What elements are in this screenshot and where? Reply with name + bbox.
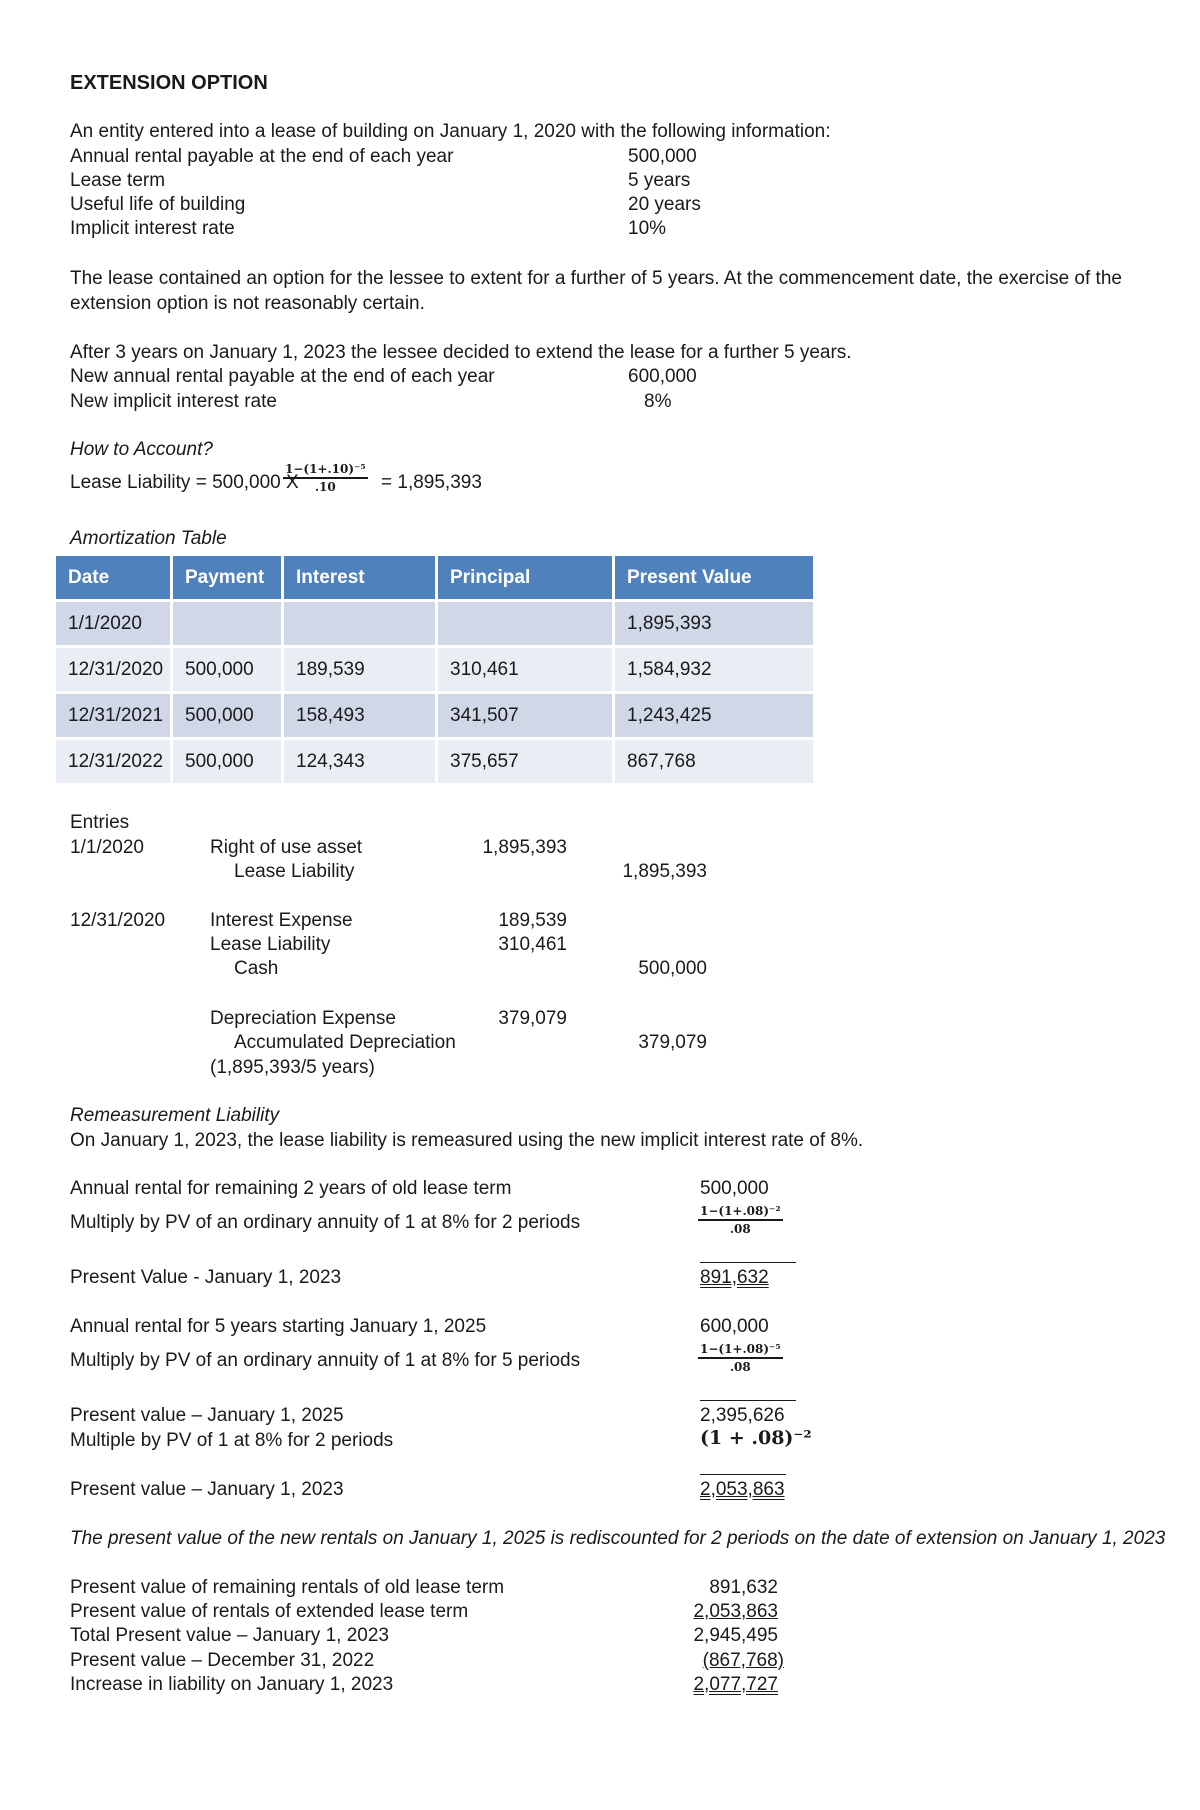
amortization-label: Amortization Table	[70, 528, 227, 549]
subtotal-rule	[700, 1400, 796, 1401]
summary-label: Total Present value – January 1, 2023	[70, 1625, 389, 1646]
lease-liability-prefix: Lease Liability = 500,000 X	[70, 472, 299, 493]
entry-debit: 1,895,393	[482, 837, 567, 858]
summary-label: Present value of remaining rentals of old lease term	[70, 1577, 505, 1598]
table-cell: 12/31/2022	[56, 740, 170, 783]
entry-credit: 500,000	[638, 958, 707, 979]
calc-label: Annual rental for remaining 2 years of old lease term	[70, 1178, 512, 1199]
new-value: 8%	[644, 391, 672, 412]
new-value: 600,000	[628, 366, 697, 387]
table-cell: 310,461	[438, 648, 612, 691]
entries-label: Entries	[70, 812, 130, 833]
table-cell	[438, 602, 612, 645]
info-label: Lease term	[70, 170, 166, 191]
calc-label: Present value – January 1, 2025	[70, 1405, 344, 1426]
page-title: EXTENSION OPTION	[70, 72, 268, 94]
after-text: After 3 years on January 1, 2023 the lessee decided to extend the lease for a further 5 years.	[70, 342, 852, 363]
summary-label: Present value of rentals of extended lease term	[70, 1601, 469, 1622]
info-value: 20 years	[628, 194, 701, 215]
entry-account: Lease Liability	[210, 934, 331, 955]
info-value: 500,000	[628, 146, 697, 167]
entry-credit: 379,079	[638, 1032, 707, 1053]
calc-value: 600,000	[700, 1316, 769, 1337]
fraction-denominator: .08	[729, 1360, 751, 1375]
table-cell: 124,343	[284, 740, 435, 783]
table-cell: 500,000	[173, 694, 281, 737]
subtotal-rule	[700, 1474, 786, 1475]
info-value: 5 years	[628, 170, 691, 191]
column-header: Interest	[284, 556, 435, 599]
info-label: Annual rental payable at the end of each year	[70, 146, 454, 167]
table-cell: 1/1/2020	[56, 602, 170, 645]
discount-factor: (1 + .08)⁻²	[700, 1427, 812, 1449]
entry-account: Right of use asset	[210, 837, 363, 858]
calc-value: 2,053,863	[700, 1479, 785, 1500]
table-row	[56, 602, 813, 645]
summary-label: Present value – December 31, 2022	[70, 1650, 375, 1671]
info-label: Useful life of building	[70, 194, 246, 215]
fraction-denominator: .10	[314, 480, 336, 495]
table-cell: 1,243,425	[615, 694, 813, 737]
column-header: Present Value	[615, 556, 813, 599]
fraction-denominator: .08	[729, 1222, 751, 1237]
new-label: New annual rental payable at the end of each year	[70, 366, 495, 387]
entry-account: Accumulated Depreciation	[234, 1032, 456, 1053]
calc-value: 891,632	[700, 1267, 769, 1288]
fraction-numerator: 1−(1+.08)⁻²	[698, 1205, 783, 1221]
new-label: New implicit interest rate	[70, 391, 277, 412]
annuity-factor-2	[698, 1205, 783, 1236]
rediscount-note: The present value of the new rentals on January 1, 2025 is rediscounted for 2 periods on the date of extension on January 1, 2023	[70, 1528, 1166, 1549]
entry-debit: 379,079	[498, 1008, 567, 1029]
calc-label: Annual rental for 5 years starting January 1, 2025	[70, 1316, 487, 1337]
column-header: Principal	[438, 556, 612, 599]
option-text: extension option is not reasonably certain.	[70, 293, 425, 314]
table-row	[56, 694, 813, 737]
annuity-factor-5	[698, 1343, 783, 1374]
entry-date: 12/31/2020	[70, 910, 166, 931]
info-label: Implicit interest rate	[70, 218, 235, 239]
how-to-heading: How to Account?	[70, 439, 213, 460]
entry-credit: 1,895,393	[622, 861, 707, 882]
intro-text: An entity entered into a lease of building on January 1, 2020 with the following information:	[70, 121, 831, 142]
entry-account: Interest Expense	[210, 910, 353, 931]
table-cell: 500,000	[173, 648, 281, 691]
entry-debit: 310,461	[498, 934, 567, 955]
entry-account: Cash	[234, 958, 279, 979]
calc-value: 2,395,626	[700, 1405, 785, 1426]
table-cell: 12/31/2020	[56, 648, 170, 691]
lease-liability-fraction	[283, 463, 368, 494]
calc-label: Present value – January 1, 2023	[70, 1479, 344, 1500]
table-row	[56, 648, 813, 691]
option-text: The lease contained an option for the lessee to extent for a further of 5 years. At the commencement date, the exercise of the	[70, 268, 1122, 289]
table-cell: 341,507	[438, 694, 612, 737]
subtotal-rule	[700, 1262, 796, 1263]
lease-liability-result: = 1,895,393	[381, 472, 482, 493]
table-cell	[284, 602, 435, 645]
entry-note: (1,895,393/5 years)	[210, 1057, 375, 1078]
entry-account: Lease Liability	[234, 861, 355, 882]
table-cell: 1,895,393	[615, 602, 813, 645]
summary-value: 2,945,495	[693, 1625, 778, 1646]
column-header: Payment	[173, 556, 281, 599]
column-header: Date	[56, 556, 170, 599]
remeasurement-heading: Remeasurement Liability	[70, 1105, 280, 1126]
entry-debit: 189,539	[498, 910, 567, 931]
table-cell: 375,657	[438, 740, 612, 783]
table-cell	[173, 602, 281, 645]
summary-value: 891,632	[709, 1577, 778, 1598]
calc-label: Present Value - January 1, 2023	[70, 1267, 342, 1288]
table-row	[56, 740, 813, 783]
summary-value: (867,768)	[702, 1650, 784, 1671]
amortization-table	[53, 553, 816, 786]
fraction-numerator: 1−(1+.10)⁻⁵	[283, 463, 368, 479]
calc-label: Multiple by PV of 1 at 8% for 2 periods	[70, 1430, 394, 1451]
fraction-numerator: 1−(1+.08)⁻⁵	[698, 1343, 783, 1359]
table-cell: 12/31/2021	[56, 694, 170, 737]
table-cell: 189,539	[284, 648, 435, 691]
table-header-row	[56, 556, 813, 599]
table-cell: 1,584,932	[615, 648, 813, 691]
calc-label: Multiply by PV of an ordinary annuity of 1 at 8% for 2 periods	[70, 1212, 581, 1233]
table-cell: 867,768	[615, 740, 813, 783]
calc-value: 500,000	[700, 1178, 769, 1199]
calc-label: Multiply by PV of an ordinary annuity of 1 at 8% for 5 periods	[70, 1350, 581, 1371]
summary-label: Increase in liability on January 1, 2023	[70, 1674, 394, 1695]
table-cell: 500,000	[173, 740, 281, 783]
entry-date: 1/1/2020	[70, 837, 144, 858]
summary-value: 2,077,727	[693, 1674, 778, 1695]
info-value: 10%	[628, 218, 667, 239]
summary-value: 2,053,863	[693, 1601, 778, 1622]
entry-account: Depreciation Expense	[210, 1008, 396, 1029]
table-cell: 158,493	[284, 694, 435, 737]
remeasurement-text: On January 1, 2023, the lease liability is remeasured using the new implicit interest rate of 8%.	[70, 1130, 864, 1151]
